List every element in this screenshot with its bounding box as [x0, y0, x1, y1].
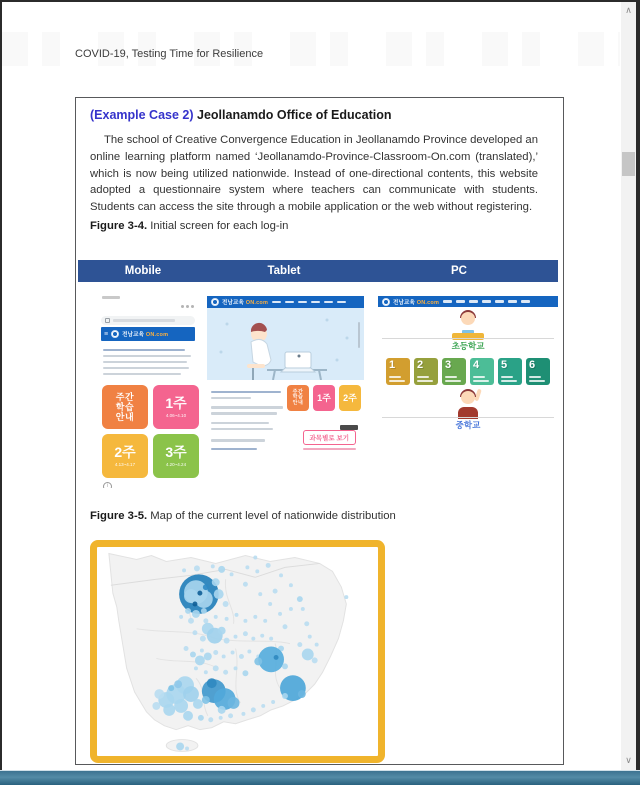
middle-section: [378, 389, 558, 431]
distribution-map: [90, 540, 385, 763]
browser-url-bar: [101, 316, 195, 325]
korea-map-svg: [97, 547, 378, 756]
week-tile: 주간 학습 안내: [102, 385, 148, 429]
figure-3-5-caption: [90, 510, 396, 522]
site-logo-icon: [111, 330, 119, 338]
middle-kid-illustration: [448, 389, 488, 419]
nav-menu-items: [443, 300, 530, 303]
vertical-scrollbar[interactable]: [621, 2, 636, 771]
scrollbar-thumb[interactable]: [622, 152, 635, 176]
site-logo-icon: [211, 298, 219, 306]
grade-tile: 1: [386, 358, 410, 385]
column-header-tablet: Tablet: [267, 265, 301, 277]
example-case-box: [75, 97, 564, 765]
phone-status-bar: [96, 292, 200, 314]
hamburger-menu-icon: ≡: [104, 330, 109, 338]
window-border-right: [636, 0, 640, 772]
scroll-down-icon[interactable]: ∨: [625, 755, 632, 765]
elementary-kid-illustration: [448, 310, 488, 340]
nav-menu-items: [272, 301, 346, 304]
site-header-bar: [378, 296, 558, 307]
case-title: Jeollanamdo Office of Education: [193, 108, 392, 122]
figure-3-5-text: Map of the current level of nationwide distribution: [147, 510, 396, 522]
grade-tiles-row: [378, 358, 558, 385]
site-logo-icon: [382, 298, 390, 306]
week-tile: 1주: [313, 385, 335, 411]
bottom-taskbar-strip: [0, 770, 640, 785]
window-border-left: [0, 0, 2, 772]
site-header-bar: [207, 296, 364, 308]
scroll-up-icon[interactable]: ∧: [625, 5, 632, 15]
site-name: 전남교육 ON.com: [222, 300, 269, 306]
figure-3-4-text: Initial screen for each log-in: [147, 220, 289, 232]
document-running-header: COVID-19, Testing Time for Resilience: [75, 48, 264, 60]
grade-tile: 3: [442, 358, 466, 385]
figure-3-4-label: Figure 3-4.: [90, 220, 148, 232]
week-tile: 1주 4.06~4.10: [153, 385, 199, 429]
corner-tag: [340, 425, 358, 430]
site-name: 전남교육 ON.com: [122, 332, 169, 338]
pc-login-screenshot: [378, 296, 558, 468]
figure-3-4-caption: [90, 220, 288, 232]
vertical-caption-placeholder: [358, 322, 361, 348]
site-header-bar: [101, 327, 195, 341]
grade-tile: 6: [526, 358, 550, 385]
mobile-login-screenshot: [96, 292, 200, 488]
site-name: 전남교육 ON.com: [393, 299, 440, 306]
hero-illustration: [207, 308, 364, 380]
column-header-pc: PC: [451, 265, 467, 277]
elementary-section: [378, 310, 558, 352]
weekly-tiles-grid: [96, 379, 200, 478]
padlock-icon: [105, 318, 110, 323]
info-icon: i: [103, 482, 112, 489]
grade-tile: 5: [498, 358, 522, 385]
body-paragraph: The school of Creative Convergence Education in Jeollanamdo Province developed an online learning platform named ‘Jeollanamdo-Province-Classroom-On.com (translated),’ which is now being utilized nationwide. Instead of one-directional contents, this website adopted a questionnaire system where teachers can communicate with students. Students can access the site through a mobile application or the web without registering.: [90, 134, 538, 214]
week-tile: 2주 4.13~4.17: [102, 434, 148, 478]
case-label: (Example Case 2): [90, 108, 194, 122]
notice-text-block: [211, 385, 283, 434]
week-tile: 2주: [339, 385, 361, 411]
button-subtext-placeholder: [303, 448, 356, 451]
tablet-login-screenshot: [207, 296, 364, 468]
notice-text-block: [96, 341, 200, 375]
grade-tile: 4: [470, 358, 494, 385]
window-border-top: [0, 0, 640, 2]
login-table-header: [78, 260, 558, 282]
figure-3-5-label: Figure 3-5.: [90, 510, 148, 522]
view-by-subject-button: 과목별로 보기: [303, 430, 356, 445]
middle-school-label: 중학교: [455, 420, 481, 430]
column-header-mobile: Mobile: [124, 265, 162, 277]
week-tile: 3주 4.20~4.24: [153, 434, 199, 478]
week-tile: 주간 학습 안내: [287, 385, 309, 411]
case-heading: [90, 108, 391, 122]
grade-tile: 2: [414, 358, 438, 385]
elementary-school-label: 초등학교: [451, 341, 485, 351]
